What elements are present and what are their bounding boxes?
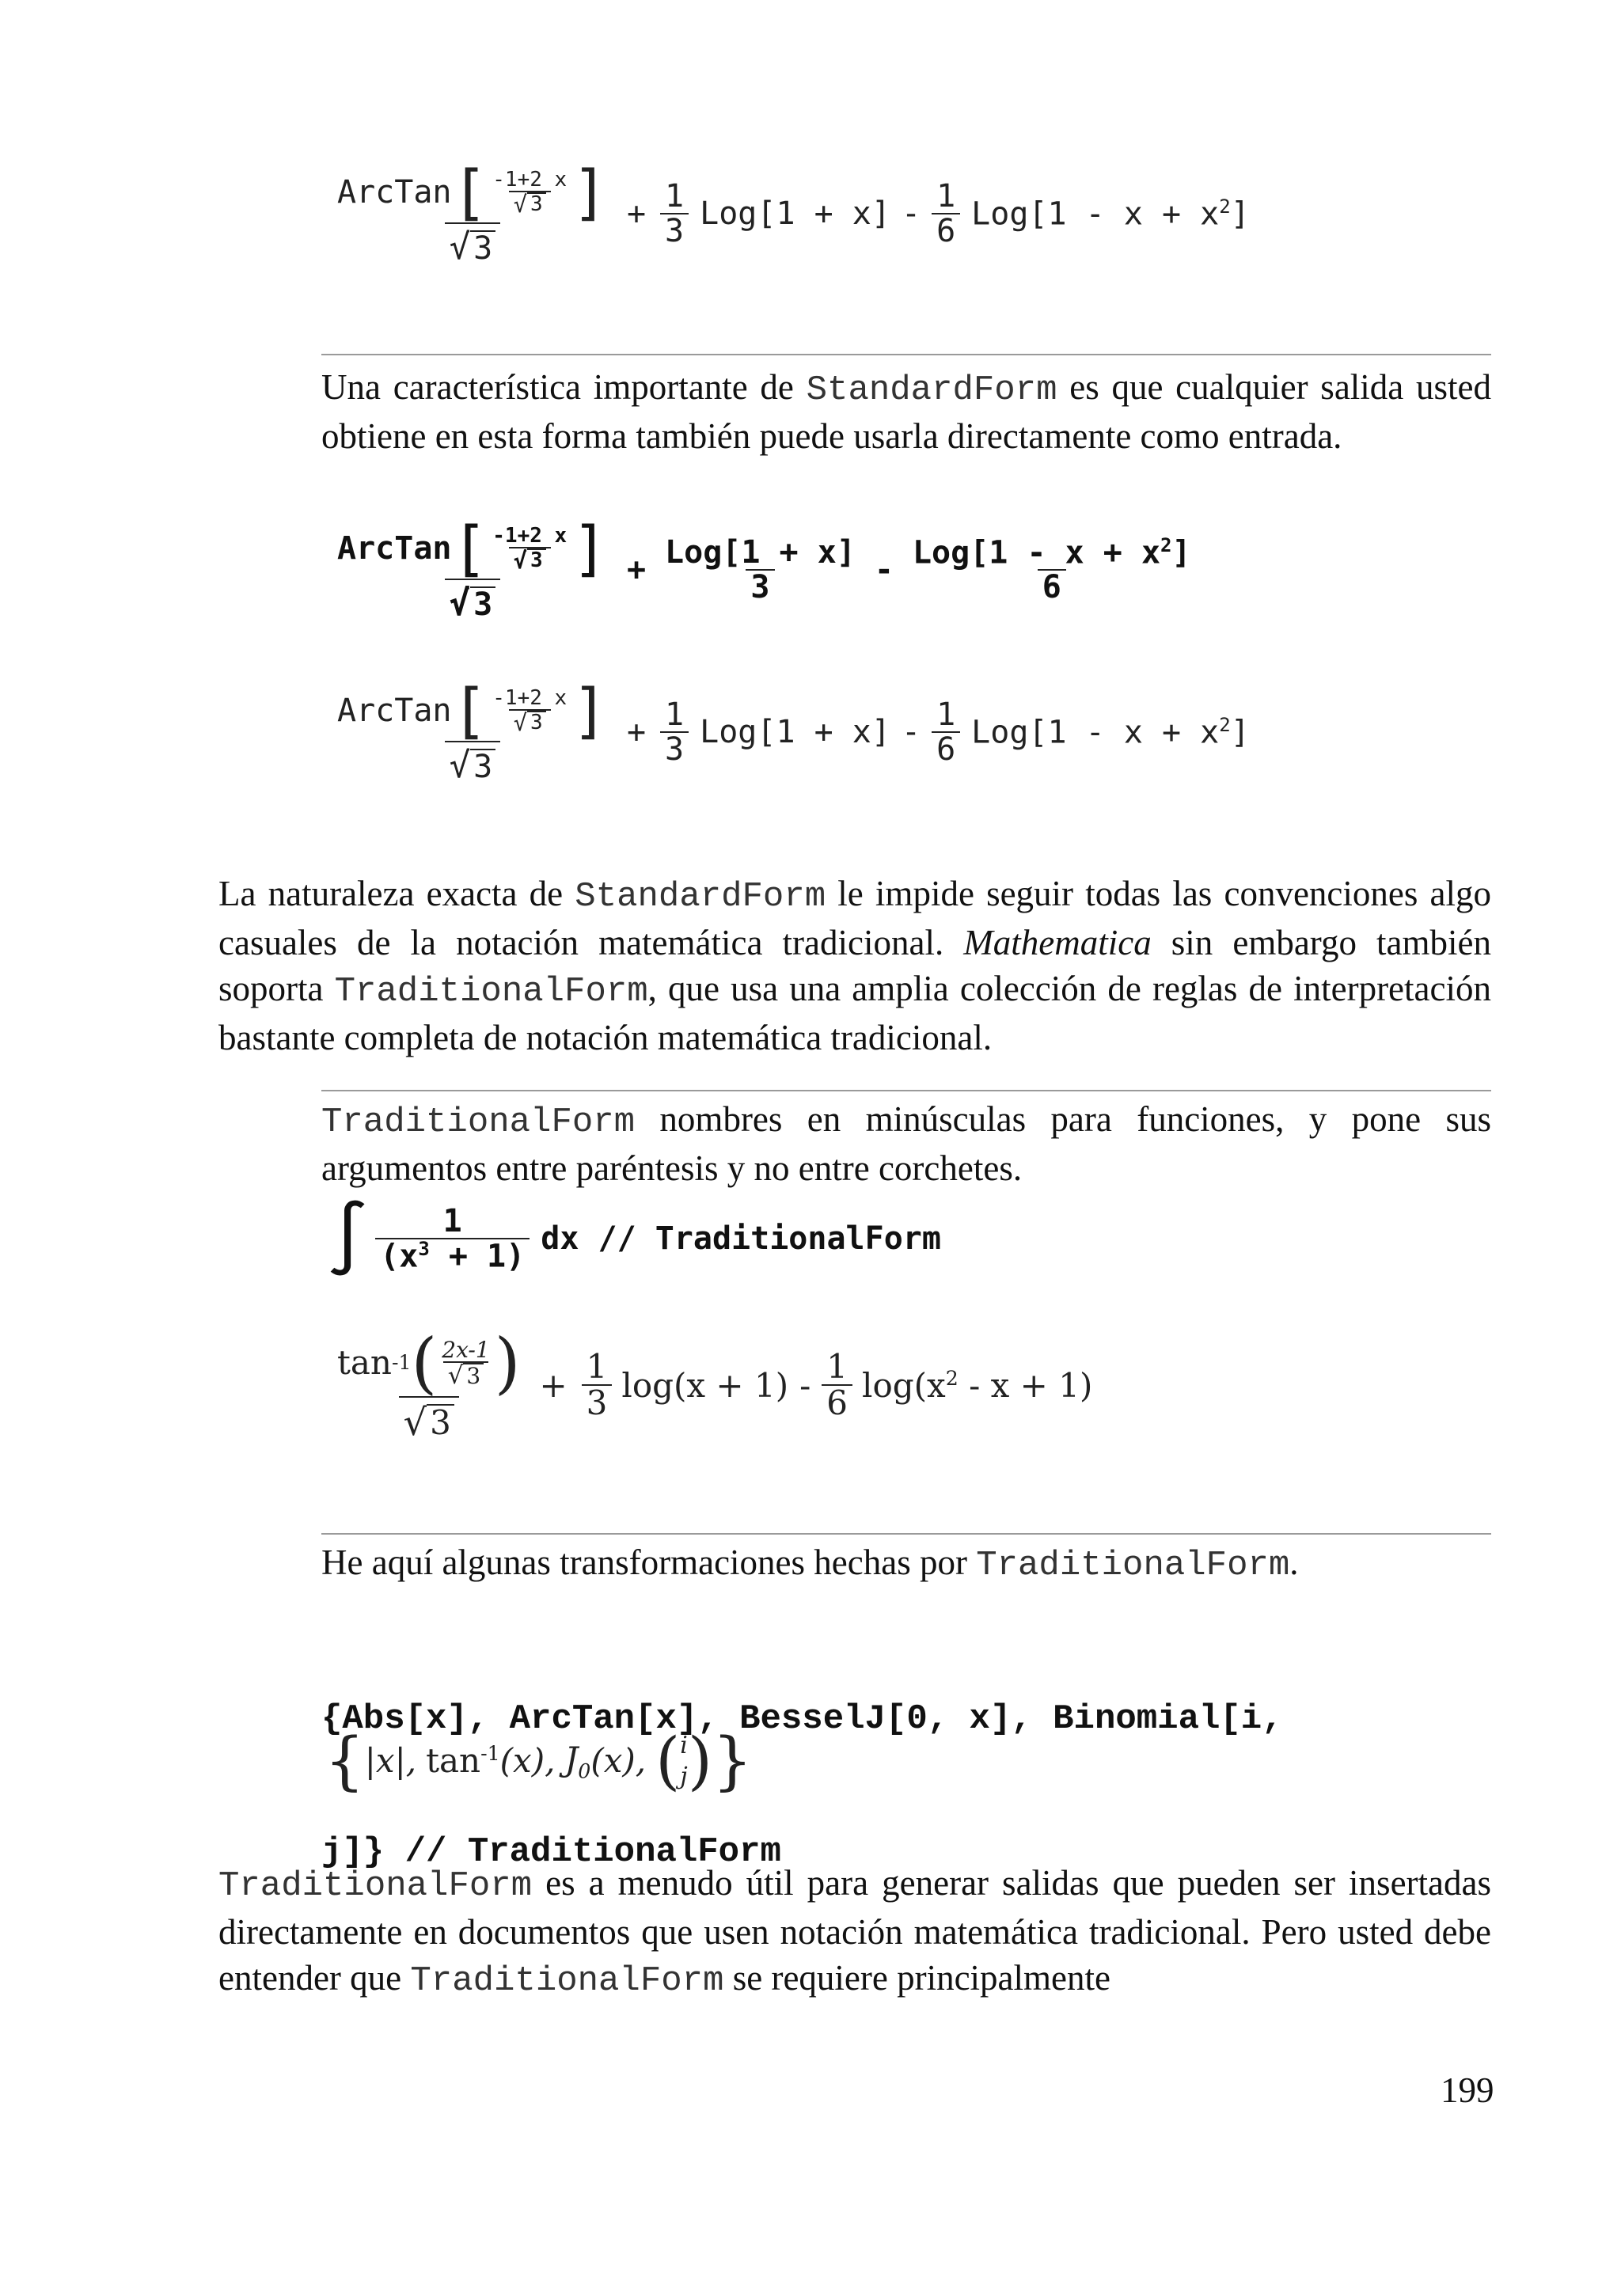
paragraph-transformations: He aquí algunas transformaciones hechas por TraditionalForm. (321, 1543, 1299, 1585)
paragraph-standardform: Una característica importante de StandardForm es que cualquier salida usted obtiene en esta forma también puede usarla directamente como entrada. (321, 367, 1491, 456)
code-input: {Abs[x], ArcTan[x], BesselJ[0, x], Binomial[i, j]} // TraditionalForm (321, 1699, 1283, 1872)
integral-input: ∫ $\frac{1}{(x^3 + 1)}$ dx // TraditionalForm (326, 1197, 941, 1280)
section-rule (321, 1090, 1491, 1091)
math-output-1: ArcTan [ -1+2 x √ 3 ] √ 3 + $\frac{1}{3}$ Log[1 + x] - $\frac{1}{6}$ $Log[1 - x + x^2]$ (332, 162, 1250, 265)
transformations-output: { |x|, $\tan^{-1}$ (x), $J_0$ (x), ( i j ) } (325, 1724, 753, 1797)
arctan-fraction: ArcTan [ -1+2 x √ 3 ] √ 3 (337, 157, 608, 268)
integral-sign: ∫ (326, 1197, 370, 1280)
math-output-2: ArcTan [ -1+2 x √ 3 ] √ 3 + $\frac{1}{3}$ Log[1 + x] - $\frac{1}{6}$ $Log[1 - x + x^2]$ (337, 675, 1250, 786)
paragraph-traditionalform-usage: TraditionalForm es a menudo útil para generar salidas que pueden ser insertadas directamente en documentos que usen notación matemática tradicional. Pero usted debe entender que TraditionalForm se requiere principalmente (218, 1863, 1491, 2001)
traditionalform-output: tan -1 ( 2x-1 √ 3 ) √ 3 + $\frac{1}{3}$ log(x + 1) - $\frac{1}{6}$ $\log(x^2 - x + 1)$ (337, 1324, 1093, 1444)
page-number: 199 (1441, 2070, 1494, 2110)
section-rule (321, 354, 1491, 355)
paragraph-traditionalform-intro: La naturaleza exacta de StandardForm le impide seguir todas las convenciones algo casuales de la notación matemática tradicional. Mathematica sin embargo también soporta TraditionalForm, que usa una amplia colección de reglas de interpretación bastante completa de notación matemática tradicional. (218, 874, 1491, 1057)
section-rule (321, 1533, 1491, 1535)
paragraph-traditionalform-lowercase: TraditionalForm nombres en minúsculas para funciones, y pone sus argumentos entre paréntesis y no entre corchetes. (321, 1099, 1491, 1188)
math-input-bold: ArcTan [ -1+2 x √ 3 ] √ 3 + $\frac{\text{Log[1 + x]}}{3}$ - $\frac{Log[1 - x + x^2]}{6}$ (337, 513, 1191, 624)
